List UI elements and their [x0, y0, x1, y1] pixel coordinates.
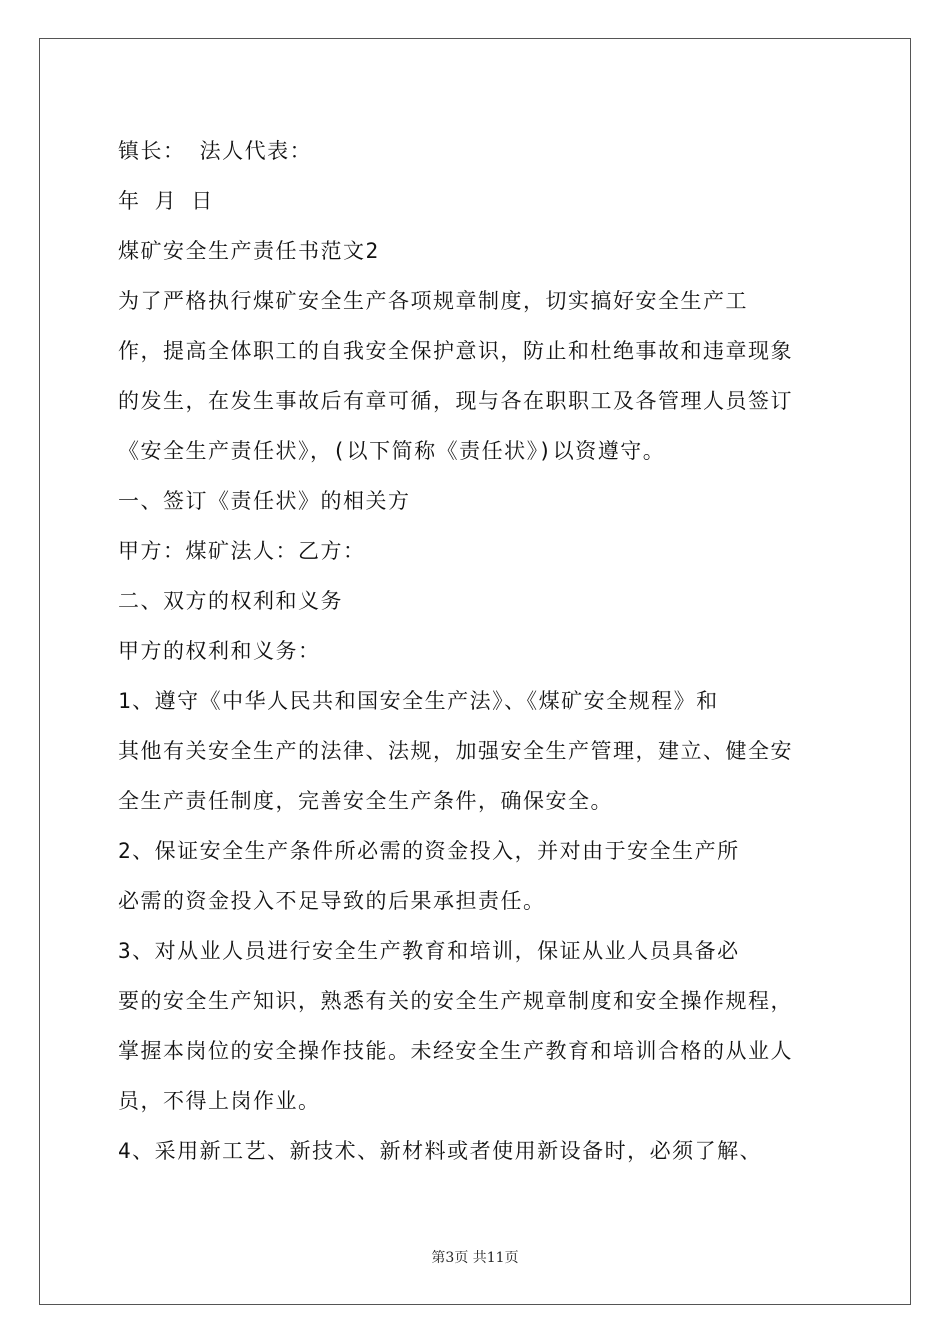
paragraph-line: 甲方：煤矿法人：乙方：	[118, 539, 366, 563]
heading-line: 二、双方的权利和义务	[118, 589, 343, 613]
list-item-line: 2、保证安全生产条件所必需的资金投入，并对由于安全生产所	[118, 839, 740, 863]
paragraph-line: 《安全生产责任状》，(以下简称《责任状》)以资遵守。	[118, 439, 666, 463]
heading-line: 一、签订《责任状》的相关方	[118, 489, 411, 513]
list-item-line: 要的安全生产知识，熟悉有关的安全生产规章制度和安全操作规程，	[118, 989, 793, 1013]
page-number: 第3页 共11页	[431, 1250, 519, 1266]
list-item-line: 员，不得上岗作业。	[118, 1089, 321, 1113]
paragraph-line: 甲方的权利和义务：	[118, 639, 321, 663]
list-item-line: 其他有关安全生产的法律、法规，加强安全生产管理，建立、健全安	[118, 739, 793, 763]
text-line-date: 年 月 日	[118, 189, 214, 213]
paragraph-line: 为了严格执行煤矿安全生产各项规章制度，切实搞好安全生产工	[118, 289, 748, 313]
paragraph-line: 作，提高全体职工的自我安全保护意识，防止和杜绝事故和违章现象	[118, 339, 793, 363]
list-item-line: 必需的资金投入不足导致的后果承担责任。	[118, 889, 546, 913]
list-item-line: 掌握本岗位的安全操作技能。未经安全生产教育和培训合格的从业人	[118, 1039, 793, 1063]
paragraph-line: 的发生，在发生事故后有章可循，现与各在职职工及各管理人员签订	[118, 389, 793, 413]
list-item-line: 4、采用新工艺、新技术、新材料或者使用新设备时，必须了解、	[118, 1139, 763, 1163]
text-line-signature: 镇长： 法人代表：	[118, 139, 313, 163]
section-title: 煤矿安全生产责任书范文2	[118, 239, 380, 263]
list-item-line: 3、对从业人员进行安全生产教育和培训，保证从业人员具备必	[118, 939, 740, 963]
list-item-line: 全生产责任制度，完善安全生产条件，确保安全。	[118, 789, 613, 813]
list-item-line: 1、遵守《中华人民共和国安全生产法》、《煤矿安全规程》和	[118, 689, 719, 713]
